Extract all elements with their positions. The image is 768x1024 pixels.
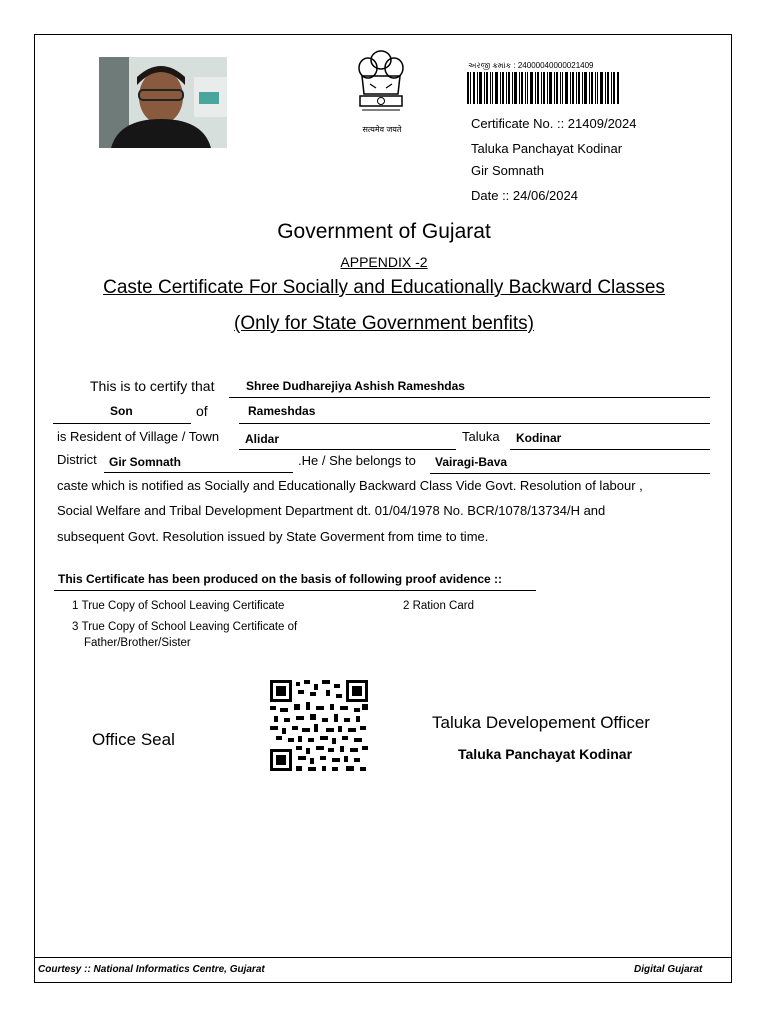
proof-heading-underline	[54, 590, 536, 591]
resolution-line-2: Social Welfare and Tribal Development Department dt. 01/04/1978 No. BCR/1078/13734/H and	[57, 503, 606, 518]
parent-underline	[239, 423, 710, 424]
district-label: District	[57, 452, 97, 467]
footer-courtesy: Courtesy :: National Informatics Centre, Gujarat	[38, 964, 265, 975]
certify-label: This is to certify that	[90, 378, 215, 394]
parent-name: Rameshdas	[248, 404, 316, 418]
district-underline	[104, 472, 293, 473]
taluka-name: Kodinar	[516, 431, 562, 445]
proof-heading: This Certificate has been produced on the basis of following proof avidence ::	[58, 572, 503, 586]
belongs-label: .He / She belongs to	[298, 453, 416, 468]
government-title: Government of Gujarat	[277, 220, 491, 243]
footer-brand: Digital Gujarat	[634, 964, 703, 975]
relation-underline	[53, 423, 191, 424]
caste-name: Vairagi-Bava	[435, 455, 508, 469]
issue-date: Date :: 24/06/2024	[471, 188, 578, 203]
footer-divider	[34, 957, 732, 958]
certificate-title: Caste Certificate For Socially and Educationally Backward Classes	[103, 277, 665, 298]
state-emblem	[348, 46, 414, 136]
taluka-underline	[510, 449, 710, 450]
relation: Son	[110, 404, 133, 418]
proof-item-3: 3 True Copy of School Leaving Certificate of	[72, 621, 298, 633]
officer-office: Taluka Panchayat Kodinar	[458, 746, 633, 762]
name-underline	[229, 397, 710, 398]
issuing-district: Gir Somnath	[471, 163, 544, 178]
certificate-subtitle: (Only for State Government benfits)	[234, 313, 534, 334]
proof-item-1: 1 True Copy of School Leaving Certificate	[72, 600, 285, 612]
barcode	[467, 72, 619, 104]
office-seal-label: Office Seal	[92, 730, 175, 749]
proof-item-3-continued: Father/Brother/Sister	[84, 637, 191, 649]
district-name: Gir Somnath	[109, 455, 182, 469]
emblem-motto: सत्यमेव जयते	[362, 125, 402, 134]
application-number: અરજી ક્રમાંક : 24000040000021409	[468, 61, 594, 70]
resolution-line-3: subsequent Govt. Resolution issued by State Goverment from time to time.	[57, 529, 489, 544]
officer-designation: Taluka Developement Officer	[432, 713, 650, 732]
of-label: of	[196, 403, 208, 419]
certificate-number: Certificate No. :: 21409/2024	[471, 116, 637, 131]
issuing-office: Taluka Panchayat Kodinar	[471, 141, 623, 156]
resident-label: is Resident of Village / Town	[57, 429, 220, 444]
applicant-name: Shree Dudharejiya Ashish Rameshdas	[246, 379, 465, 393]
appendix-label: APPENDIX -2	[340, 254, 428, 270]
proof-item-2: 2 Ration Card	[403, 600, 474, 612]
village-name: Alidar	[245, 432, 280, 446]
village-underline	[239, 449, 456, 450]
caste-underline	[430, 473, 710, 474]
resolution-line-1: caste which is notified as Socially and Educationally Backward Class Vide Govt. Resolution of labour ,	[57, 478, 643, 493]
applicant-photo	[99, 57, 227, 148]
taluka-label: Taluka	[462, 429, 500, 444]
verification-qr-code	[270, 680, 368, 771]
